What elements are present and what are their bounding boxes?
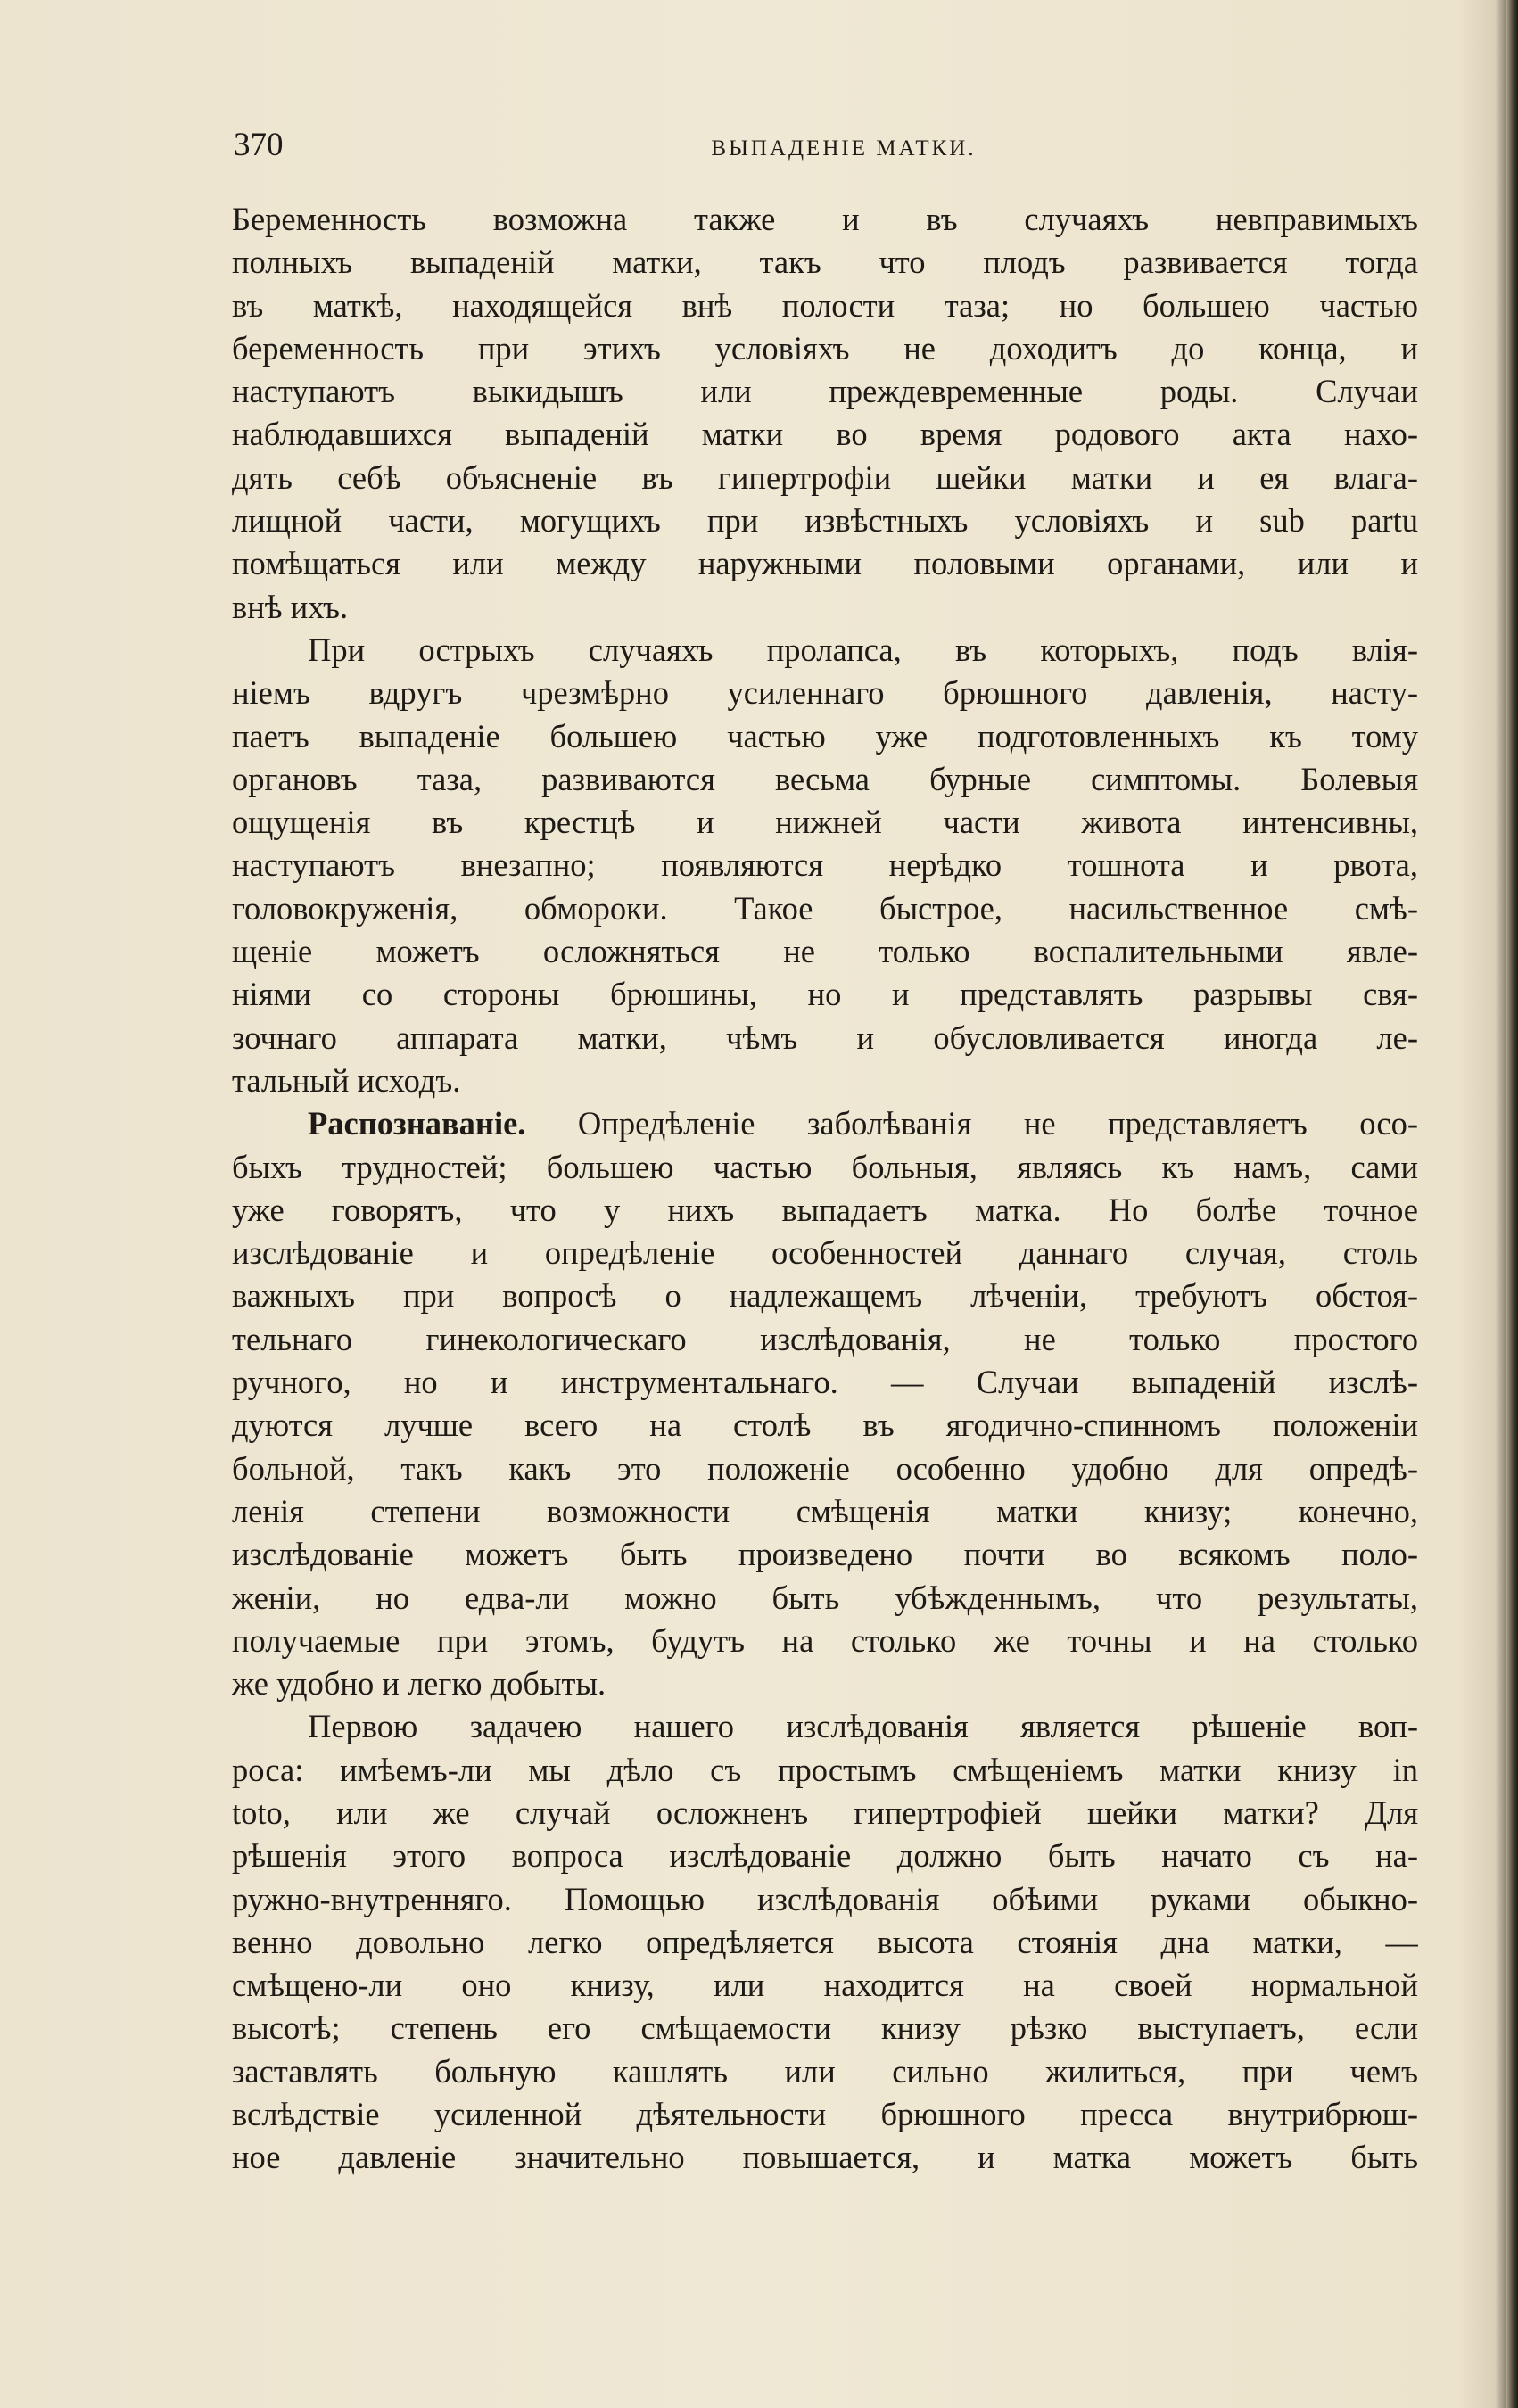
text-line: органовъ таза, развиваются весьма бурные симптомы. Болевыя (232, 760, 1418, 797)
text-line: ное давленіе значительно повышается, и матка можетъ быть (232, 2139, 1418, 2176)
text-line: toto, или же случай осложненъ гипертрофіей шейки матки? Для (232, 1794, 1418, 1831)
text-line: рѣшенія этого вопроса изслѣдованіе должно быть начато съ на- (232, 1837, 1418, 1875)
text-line: зочнаго аппарата матки, чѣмъ и обусловливается иногда ле- (232, 1018, 1418, 1056)
text-line: ніемъ вдругъ чрезмѣрно усиленнаго брюшного давленія, насту- (232, 674, 1418, 712)
text-line: При острыхъ случаяхъ пролапса, въ которыхъ, подъ влія- (308, 631, 1418, 668)
text-line: помѣщаться или между наружными половыми органами, или и (232, 545, 1418, 582)
text-line: быхъ трудностей; большею частью больныя, являясь къ намъ, сами (232, 1148, 1418, 1185)
text-line: изслѣдованіе можетъ быть произведено почти во всякомъ поло- (232, 1536, 1418, 1573)
text-line: высотѣ; степень его смѣщаемости книзу рѣзко выступаетъ, если (232, 2009, 1418, 2047)
text-line: головокруженія, обмороки. Такое быстрое, насильственное смѣ- (232, 889, 1418, 927)
text-line: важныхъ при вопросѣ о надлежащемъ лѣченіи, требуютъ обстоя- (232, 1277, 1418, 1315)
text-line: внѣ ихъ. (232, 588, 349, 625)
text-line: дять себѣ объясненіе въ гипертрофіи шейки матки и ея влага- (232, 458, 1418, 496)
run-in-heading: Распознаваніе. (308, 1105, 526, 1142)
text-line: дуются лучше всего на столѣ въ ягодично-спинномъ положеніи (232, 1406, 1418, 1444)
text-line: ощущенія въ крестцѣ и нижней части живота интенсивны, (232, 804, 1418, 841)
text-line: смѣщено-ли оно книзу, или находится на своей нормальной (232, 1967, 1418, 2004)
text-line: наступаютъ выкидышъ или преждевременные роды. Случаи (232, 373, 1418, 410)
text-line: вслѣдствіе усиленной дѣятельности брюшного пресса внутрибрюш- (232, 2096, 1418, 2133)
body-text (232, 198, 1418, 2180)
text-line: наблюдавшихся выпаденій матки во время родового акта нахо- (232, 416, 1418, 453)
text-line: изслѣдованіе и опредѣленіе особенностей даннаго случая, столь (232, 1234, 1418, 1272)
text-line: ленія степени возможности смѣщенія матки книзу; конечно, (232, 1492, 1418, 1530)
text-line (232, 1102, 1418, 1145)
paragraph (232, 198, 1418, 629)
paragraph (232, 1705, 1418, 2179)
text-line: ружно-внутренняго. Помощью изслѣдованія обѣими руками обыкно- (232, 1880, 1418, 1917)
text-line: ніями со стороны брюшины, но и представлять разрывы свя- (232, 976, 1418, 1013)
running-title: ВЫПАДЕНІЕ МАТКИ. (711, 136, 977, 161)
text-line: тельнаго гинекологическаго изслѣдованія, не только простого (232, 1320, 1418, 1357)
text-line: беременность при этихъ условіяхъ не доходитъ до конца, и (232, 329, 1418, 367)
page-edge-shadow (1506, 0, 1518, 2408)
text-line: Беременность возможна также и въ случаяхъ невправимыхъ (232, 201, 1418, 237)
paragraph (232, 1102, 1418, 1705)
text-segment: Опредѣленіе заболѣванія не представляетъ осо- (525, 1105, 1418, 1142)
text-line: венно довольно легко опредѣляется высота стоянія дна матки, — (232, 1923, 1418, 1960)
text-line: получаемые при этомъ, будутъ на столько же точны и на столько (232, 1621, 1418, 1659)
text-line: уже говорятъ, что у нихъ выпадаетъ матка. Но болѣе точное (232, 1191, 1418, 1228)
page-number: 370 (234, 127, 284, 163)
text-line: Первою задачею нашего изслѣдованія является рѣшеніе воп- (308, 1708, 1418, 1745)
text-line: женіи, но едва-ли можно быть убѣжденнымъ, что результаты, (232, 1579, 1418, 1616)
text-line: въ маткѣ, находящейся внѣ полости таза; но большею частью (232, 286, 1418, 324)
text-line: ручного, но и инструментальнаго. — Случаи выпаденій изслѣ- (232, 1364, 1418, 1401)
text-line: же удобно и легко добыты. (232, 1665, 606, 1703)
text-line: полныхъ выпаденій матки, такъ что плодъ развивается тогда (232, 243, 1418, 281)
paragraph (232, 629, 1418, 1102)
page-header (234, 123, 1418, 168)
text-line: роса: имѣемъ-ли мы дѣло съ простымъ смѣщеніемъ матки книзу in (232, 1751, 1418, 1788)
text-line: щеніе можетъ осложняться не только воспалительными явле- (232, 933, 1418, 970)
text-line: заставлять больную кашлять или сильно жилиться, при чемъ (232, 2052, 1418, 2090)
text-line: паетъ выпаденіе большею частью уже подготовленныхъ къ тому (232, 717, 1418, 755)
text-line: тальный исходъ. (232, 1061, 461, 1099)
text-line: наступаютъ внезапно; появляются нерѣдко тошнота и рвота, (232, 846, 1418, 884)
text-line: лищной части, могущихъ при извѣстныхъ условіяхъ и sub partu (232, 502, 1418, 540)
text-line: больной, такъ какъ это положеніе особенно удобно для опредѣ- (232, 1449, 1418, 1487)
